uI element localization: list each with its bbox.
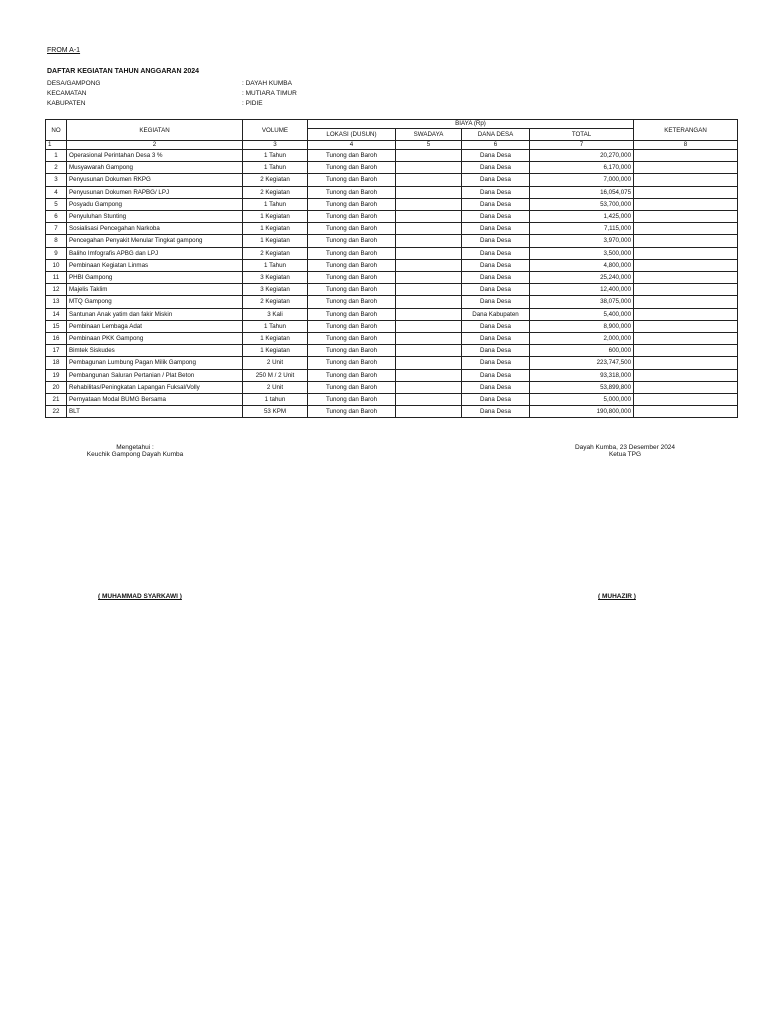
info-label: KABUPATEN [47, 100, 86, 107]
cell-keterangan [634, 259, 738, 271]
cell-volume: 2 Unit [243, 357, 308, 369]
cell-swadaya [396, 345, 462, 357]
cell-keterangan [634, 320, 738, 332]
cell-swadaya [396, 394, 462, 406]
cell-keterangan [634, 406, 738, 418]
cell-kegiatan: Penyuluhan Stunting [67, 211, 243, 223]
table-row [46, 247, 738, 259]
cell-volume: 1 Tahun [243, 259, 308, 271]
cell-volume: 1 Tahun [243, 320, 308, 332]
table-row [46, 186, 738, 198]
table-row [46, 296, 738, 308]
header-kegiatan: KEGIATAN [67, 120, 243, 141]
column-number: 8 [634, 141, 738, 150]
cell-total: 25,240,000 [530, 272, 634, 284]
table-row [46, 174, 738, 186]
cell-no: 13 [46, 296, 67, 308]
cell-volume: 1 Kegiatan [243, 223, 308, 235]
cell-dana: Dana Desa [462, 357, 530, 369]
table-row [46, 320, 738, 332]
cell-kegiatan: Posyadu Gampong [67, 198, 243, 210]
cell-no: 1 [46, 150, 67, 162]
table-row [46, 333, 738, 345]
cell-no: 19 [46, 369, 67, 381]
cell-keterangan [634, 162, 738, 174]
acknowledged-label: Mengetahui : [116, 444, 154, 451]
right-signer-name: ( MUHAZIR ) [598, 593, 636, 600]
cell-swadaya [396, 211, 462, 223]
cell-keterangan [634, 308, 738, 320]
cell-volume: 1 Tahun [243, 150, 308, 162]
info-label: DESA/GAMPONG [47, 80, 101, 87]
cell-dana: Dana Desa [462, 320, 530, 332]
cell-dana: Dana Desa [462, 406, 530, 418]
cell-volume: 1 Kegiatan [243, 211, 308, 223]
cell-no: 9 [46, 247, 67, 259]
cell-kegiatan: Pernyataan Modal BUMG Bersama [67, 394, 243, 406]
header-swadaya: SWADAYA [396, 129, 462, 141]
cell-keterangan [634, 284, 738, 296]
table-row [46, 381, 738, 393]
cell-dana: Dana Desa [462, 186, 530, 198]
cell-no: 22 [46, 406, 67, 418]
table-row [46, 394, 738, 406]
cell-no: 7 [46, 223, 67, 235]
cell-dana: Dana Desa [462, 162, 530, 174]
cell-keterangan [634, 357, 738, 369]
table-row [46, 357, 738, 369]
cell-dana: Dana Desa [462, 381, 530, 393]
left-signature-caption [80, 444, 190, 458]
cell-no: 10 [46, 259, 67, 271]
cell-swadaya [396, 174, 462, 186]
cell-lokasi: Tunong dan Baroh [308, 259, 396, 271]
cell-lokasi: Tunong dan Baroh [308, 247, 396, 259]
cell-total: 223,747,500 [530, 357, 634, 369]
cell-no: 21 [46, 394, 67, 406]
cell-total: 93,318,000 [530, 369, 634, 381]
cell-total: 20,270,000 [530, 150, 634, 162]
table-row [46, 150, 738, 162]
cell-keterangan [634, 369, 738, 381]
column-number: 1 [46, 141, 67, 150]
cell-volume: 1 tahun [243, 394, 308, 406]
cell-volume: 250 M / 2 Unit [243, 369, 308, 381]
cell-keterangan [634, 394, 738, 406]
table-row [46, 259, 738, 271]
cell-volume: 1 Kegiatan [243, 345, 308, 357]
cell-volume: 2 Kegiatan [243, 247, 308, 259]
cell-total: 12,400,000 [530, 284, 634, 296]
table-row [46, 406, 738, 418]
cell-keterangan [634, 345, 738, 357]
cell-swadaya [396, 284, 462, 296]
activity-table [45, 119, 738, 418]
cell-swadaya [396, 381, 462, 393]
cell-lokasi: Tunong dan Baroh [308, 272, 396, 284]
cell-swadaya [396, 247, 462, 259]
cell-swadaya [396, 235, 462, 247]
cell-swadaya [396, 333, 462, 345]
cell-no: 15 [46, 320, 67, 332]
cell-no: 4 [46, 186, 67, 198]
cell-swadaya [396, 272, 462, 284]
cell-kegiatan: Pembagunan Lumbung Pagan Milik Gampong [67, 357, 243, 369]
cell-swadaya [396, 320, 462, 332]
cell-total: 600,000 [530, 345, 634, 357]
cell-dana: Dana Desa [462, 259, 530, 271]
cell-no: 18 [46, 357, 67, 369]
cell-volume: 1 Kegiatan [243, 235, 308, 247]
cell-no: 8 [46, 235, 67, 247]
cell-total: 8,900,000 [530, 320, 634, 332]
cell-volume: 1 Kegiatan [243, 333, 308, 345]
header-lokasi: LOKASI (DUSUN) [308, 129, 396, 141]
cell-dana: Dana Desa [462, 198, 530, 210]
cell-swadaya [396, 406, 462, 418]
info-value: : DAYAH KUMBA [242, 80, 292, 87]
cell-dana: Dana Desa [462, 333, 530, 345]
table-row [46, 162, 738, 174]
cell-swadaya [396, 223, 462, 235]
cell-lokasi: Tunong dan Baroh [308, 162, 396, 174]
column-number: 7 [530, 141, 634, 150]
cell-dana: Dana Desa [462, 211, 530, 223]
cell-kegiatan: BLT [67, 406, 243, 418]
cell-lokasi: Tunong dan Baroh [308, 198, 396, 210]
table-header [46, 120, 738, 150]
cell-kegiatan: Sosialisasi Pencegahan Narkoba [67, 223, 243, 235]
column-number: 5 [396, 141, 462, 150]
cell-total: 190,800,000 [530, 406, 634, 418]
table-body [46, 150, 738, 418]
cell-keterangan [634, 296, 738, 308]
cell-swadaya [396, 259, 462, 271]
cell-keterangan [634, 235, 738, 247]
cell-lokasi: Tunong dan Baroh [308, 223, 396, 235]
cell-kegiatan: MTQ Gampong [67, 296, 243, 308]
header-dana-desa: DANA DESA [462, 129, 530, 141]
cell-lokasi: Tunong dan Baroh [308, 235, 396, 247]
document-title: DAFTAR KEGIATAN TAHUN ANGGARAN 2024 [47, 68, 200, 75]
cell-no: 3 [46, 174, 67, 186]
cell-no: 11 [46, 272, 67, 284]
cell-lokasi: Tunong dan Baroh [308, 333, 396, 345]
column-number: 3 [243, 141, 308, 150]
cell-volume: 1 Tahun [243, 198, 308, 210]
cell-no: 20 [46, 381, 67, 393]
place-date: Dayah Kumba, 23 Desember 2024 [574, 444, 676, 451]
cell-keterangan [634, 381, 738, 393]
cell-volume: 2 Kegiatan [243, 174, 308, 186]
cell-lokasi: Tunong dan Baroh [308, 369, 396, 381]
cell-keterangan [634, 198, 738, 210]
cell-lokasi: Tunong dan Baroh [308, 320, 396, 332]
cell-no: 16 [46, 333, 67, 345]
cell-swadaya [396, 369, 462, 381]
header-biaya: BIAYA (Rp) [308, 120, 634, 129]
cell-dana: Dana Desa [462, 235, 530, 247]
cell-lokasi: Tunong dan Baroh [308, 150, 396, 162]
cell-kegiatan: Baliho Imfografis APBG dan LPJ [67, 247, 243, 259]
cell-kegiatan: Rehabilitas/Peningkatan Lapangan Fuksal/Volly [67, 381, 243, 393]
header-no: NO [46, 120, 67, 141]
cell-kegiatan: Bimtek Siskudes [67, 345, 243, 357]
cell-kegiatan: Penyusunan Dokumen RAPBG/ LPJ [67, 186, 243, 198]
cell-lokasi: Tunong dan Baroh [308, 357, 396, 369]
cell-lokasi: Tunong dan Baroh [308, 186, 396, 198]
cell-no: 5 [46, 198, 67, 210]
cell-no: 17 [46, 345, 67, 357]
cell-kegiatan: Pembinaan Lembaga Adat [67, 320, 243, 332]
cell-volume: 3 Kegiatan [243, 272, 308, 284]
cell-volume: 2 Kegiatan [243, 186, 308, 198]
cell-volume: 3 Kegiatan [243, 284, 308, 296]
cell-lokasi: Tunong dan Baroh [308, 296, 396, 308]
cell-kegiatan: Pembinaan Kegiatan Linmas [67, 259, 243, 271]
left-signer-title: Keuchik Gampong Dayah Kumba [86, 451, 184, 458]
cell-kegiatan: Pencegahan Penyakit Menular Tingkat gampong [67, 235, 243, 247]
cell-dana: Dana Desa [462, 272, 530, 284]
cell-total: 7,000,000 [530, 174, 634, 186]
table-row [46, 223, 738, 235]
cell-dana: Dana Desa [462, 223, 530, 235]
cell-total: 3,500,000 [530, 247, 634, 259]
cell-lokasi: Tunong dan Baroh [308, 284, 396, 296]
cell-dana: Dana Desa [462, 394, 530, 406]
cell-dana: Dana Desa [462, 345, 530, 357]
table-row [46, 369, 738, 381]
cell-keterangan [634, 150, 738, 162]
table-row [46, 272, 738, 284]
cell-lokasi: Tunong dan Baroh [308, 345, 396, 357]
header-total: TOTAL [530, 129, 634, 141]
cell-swadaya [396, 150, 462, 162]
header-volume: VOLUME [243, 120, 308, 141]
cell-lokasi: Tunong dan Baroh [308, 211, 396, 223]
cell-kegiatan: Operasional Perintahan Desa 3 % [67, 150, 243, 162]
cell-keterangan [634, 211, 738, 223]
column-number-row [46, 141, 738, 150]
cell-swadaya [396, 308, 462, 320]
cell-volume: 2 Kegiatan [243, 296, 308, 308]
cell-keterangan [634, 247, 738, 259]
cell-lokasi: Tunong dan Baroh [308, 394, 396, 406]
cell-volume: 1 Tahun [243, 162, 308, 174]
cell-kegiatan: Musyawarah Gampong [67, 162, 243, 174]
cell-dana: Dana Desa [462, 174, 530, 186]
cell-kegiatan: Majelis Taklim [67, 284, 243, 296]
right-signature-caption [545, 444, 705, 458]
right-signer-title: Ketua TPG [608, 451, 642, 458]
cell-swadaya [396, 162, 462, 174]
cell-keterangan [634, 186, 738, 198]
table-row [46, 345, 738, 357]
table-row [46, 308, 738, 320]
table-row [46, 198, 738, 210]
table-row [46, 211, 738, 223]
cell-no: 2 [46, 162, 67, 174]
cell-keterangan [634, 174, 738, 186]
cell-total: 4,800,000 [530, 259, 634, 271]
cell-keterangan [634, 272, 738, 284]
cell-kegiatan: Santunan Anak yatim dan fakir Miskin [67, 308, 243, 320]
cell-no: 14 [46, 308, 67, 320]
cell-total: 6,170,000 [530, 162, 634, 174]
cell-swadaya [396, 198, 462, 210]
cell-kegiatan: Pembinaan PKK Gampong [67, 333, 243, 345]
cell-dana: Dana Desa [462, 284, 530, 296]
info-value: : MUTIARA TIMUR [242, 90, 297, 97]
table-row [46, 235, 738, 247]
cell-lokasi: Tunong dan Baroh [308, 406, 396, 418]
cell-keterangan [634, 333, 738, 345]
form-code: FROM A-1 [47, 47, 81, 54]
column-number: 6 [462, 141, 530, 150]
cell-total: 7,115,000 [530, 223, 634, 235]
cell-total: 1,425,000 [530, 211, 634, 223]
left-signer-name: ( MUHAMMAD SYARKAWI ) [98, 593, 182, 600]
cell-swadaya [396, 357, 462, 369]
cell-total: 53,899,800 [530, 381, 634, 393]
cell-total: 53,700,000 [530, 198, 634, 210]
cell-dana: Dana Desa [462, 150, 530, 162]
cell-dana: Dana Desa [462, 296, 530, 308]
cell-dana: Dana Desa [462, 369, 530, 381]
cell-total: 5,400,000 [530, 308, 634, 320]
cell-dana: Dana Desa [462, 247, 530, 259]
cell-lokasi: Tunong dan Baroh [308, 381, 396, 393]
column-number: 4 [308, 141, 396, 150]
header-keterangan: KETERANGAN [634, 120, 738, 141]
info-value: : PIDIE [242, 100, 263, 107]
table-row [46, 284, 738, 296]
cell-kegiatan: PHBI Gampong [67, 272, 243, 284]
cell-keterangan [634, 223, 738, 235]
cell-total: 2,000,000 [530, 333, 634, 345]
cell-total: 3,970,000 [530, 235, 634, 247]
cell-no: 12 [46, 284, 67, 296]
info-label: KECAMATAN [47, 90, 87, 97]
cell-volume: 3 Kali [243, 308, 308, 320]
cell-total: 38,075,000 [530, 296, 634, 308]
cell-kegiatan: Penyusunan Dokumen RKPG [67, 174, 243, 186]
cell-swadaya [396, 186, 462, 198]
cell-lokasi: Tunong dan Baroh [308, 174, 396, 186]
cell-volume: 2 Unit [243, 381, 308, 393]
cell-no: 6 [46, 211, 67, 223]
cell-swadaya [396, 296, 462, 308]
cell-kegiatan: Pembangunan Saluran Pertanian / Plat Beton [67, 369, 243, 381]
cell-total: 16,054,075 [530, 186, 634, 198]
column-number: 2 [67, 141, 243, 150]
cell-dana: Dana Kabupaten [462, 308, 530, 320]
cell-total: 5,000,000 [530, 394, 634, 406]
cell-volume: 53 KPM [243, 406, 308, 418]
cell-lokasi: Tunong dan Baroh [308, 308, 396, 320]
